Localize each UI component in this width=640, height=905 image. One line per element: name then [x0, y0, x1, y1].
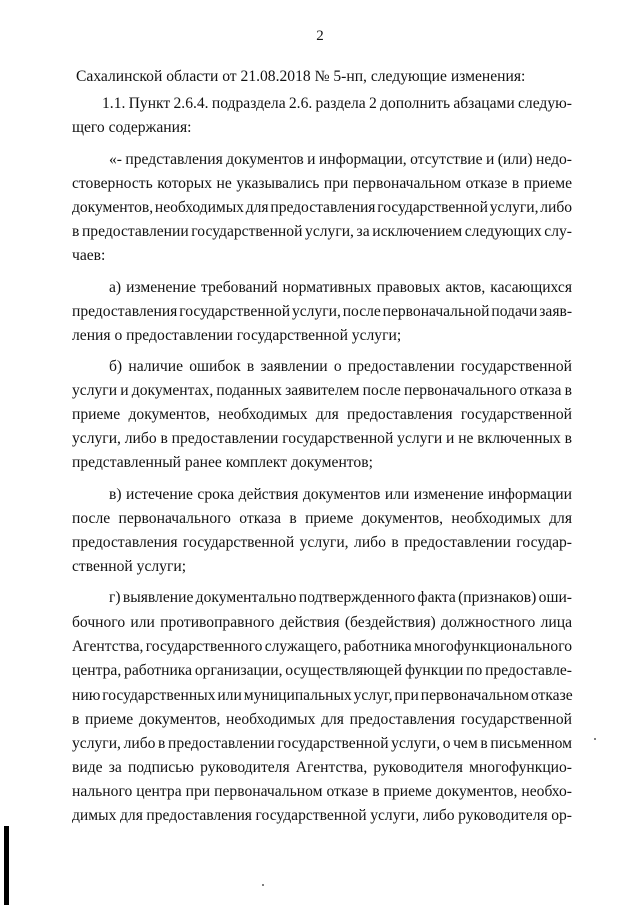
text-line: б) наличие ошибок в заявлении о предоставлении государственной: [109, 358, 572, 375]
text-line: представленный ранее комплект документов;: [72, 454, 373, 471]
text-line: услуги, либо в предоставлении государственной услуги и не включенных в: [72, 430, 572, 447]
text-line: приеме документов, необходимых для предоставления государственной: [72, 406, 572, 423]
text-line: димых для предоставления государственной услуги, либо руководителя ор-: [72, 807, 572, 824]
text-line: после первоначального отказа в приеме документов, необходимых для: [72, 510, 572, 527]
text-line: а) изменение требований нормативных правовых актов, касающихся: [109, 279, 572, 296]
text-line: «- представления документов и информации, отсутствие и (или) недо-: [109, 151, 572, 168]
text-line: ления о предоставлении государственной услуги;: [72, 327, 402, 344]
text-line: бочного или противоправного действия (бездействия) должностного лица: [72, 614, 572, 631]
text-line: центра, работника организации, осуществляющей функции по предоставле-: [72, 662, 572, 679]
text-line: документов, необходимых для предоставления государственной услуги, либо: [72, 199, 572, 216]
scan-speck: [262, 884, 264, 886]
text-line: нию государственных или муниципальных услуг, при первоначальном отказе: [72, 687, 573, 704]
text-line: ственной услуги;: [72, 558, 187, 575]
page-number: 2: [316, 28, 324, 44]
text-line: услуги, либо в предоставлении государственной услуги, о чем в письменном: [72, 735, 572, 752]
text-line: 1.1. Пункт 2.6.4. подраздела 2.6. раздела 2 дополнить абзацами следую-: [102, 95, 572, 112]
text-line: в приеме документов, необходимых для предоставления государственной: [72, 711, 572, 728]
text-line: услуги и документах, поданных заявителем после первоначального отказа в: [72, 382, 572, 399]
text-line: г) выявление документально подтвержденного факта (признаков) оши-: [109, 589, 572, 606]
scan-speck: [594, 738, 596, 740]
text-line: в предоставлении государственной услуги, за исключением следующих слу-: [72, 223, 572, 240]
scan-edge-mark: [4, 826, 9, 905]
text-line: чаев:: [72, 247, 106, 264]
text-line: в) истечение срока действия документов или изменение информации: [109, 486, 572, 503]
text-line: Сахалинской области от 21.08.2018 № 5-нп, следующие изменения:: [76, 68, 526, 85]
text-line: щего содержания:: [72, 119, 192, 136]
text-line: нального центра при первоначальном отказе в приеме документов, необхо-: [72, 783, 572, 800]
text-line: виде за подписью руководителя Агентства, руководителя многофункцио-: [72, 759, 572, 776]
text-line: предоставления государственной услуги, либо в предоставлении государ-: [72, 534, 572, 551]
text-line: Агентства, государственного служащего, работника многофункционального: [72, 638, 572, 655]
text-line: предоставления государственной услуги, после первоначальной подачи заяв-: [72, 303, 572, 320]
text-line: стоверность которых не указывались при первоначальном отказе в приеме: [72, 175, 572, 192]
